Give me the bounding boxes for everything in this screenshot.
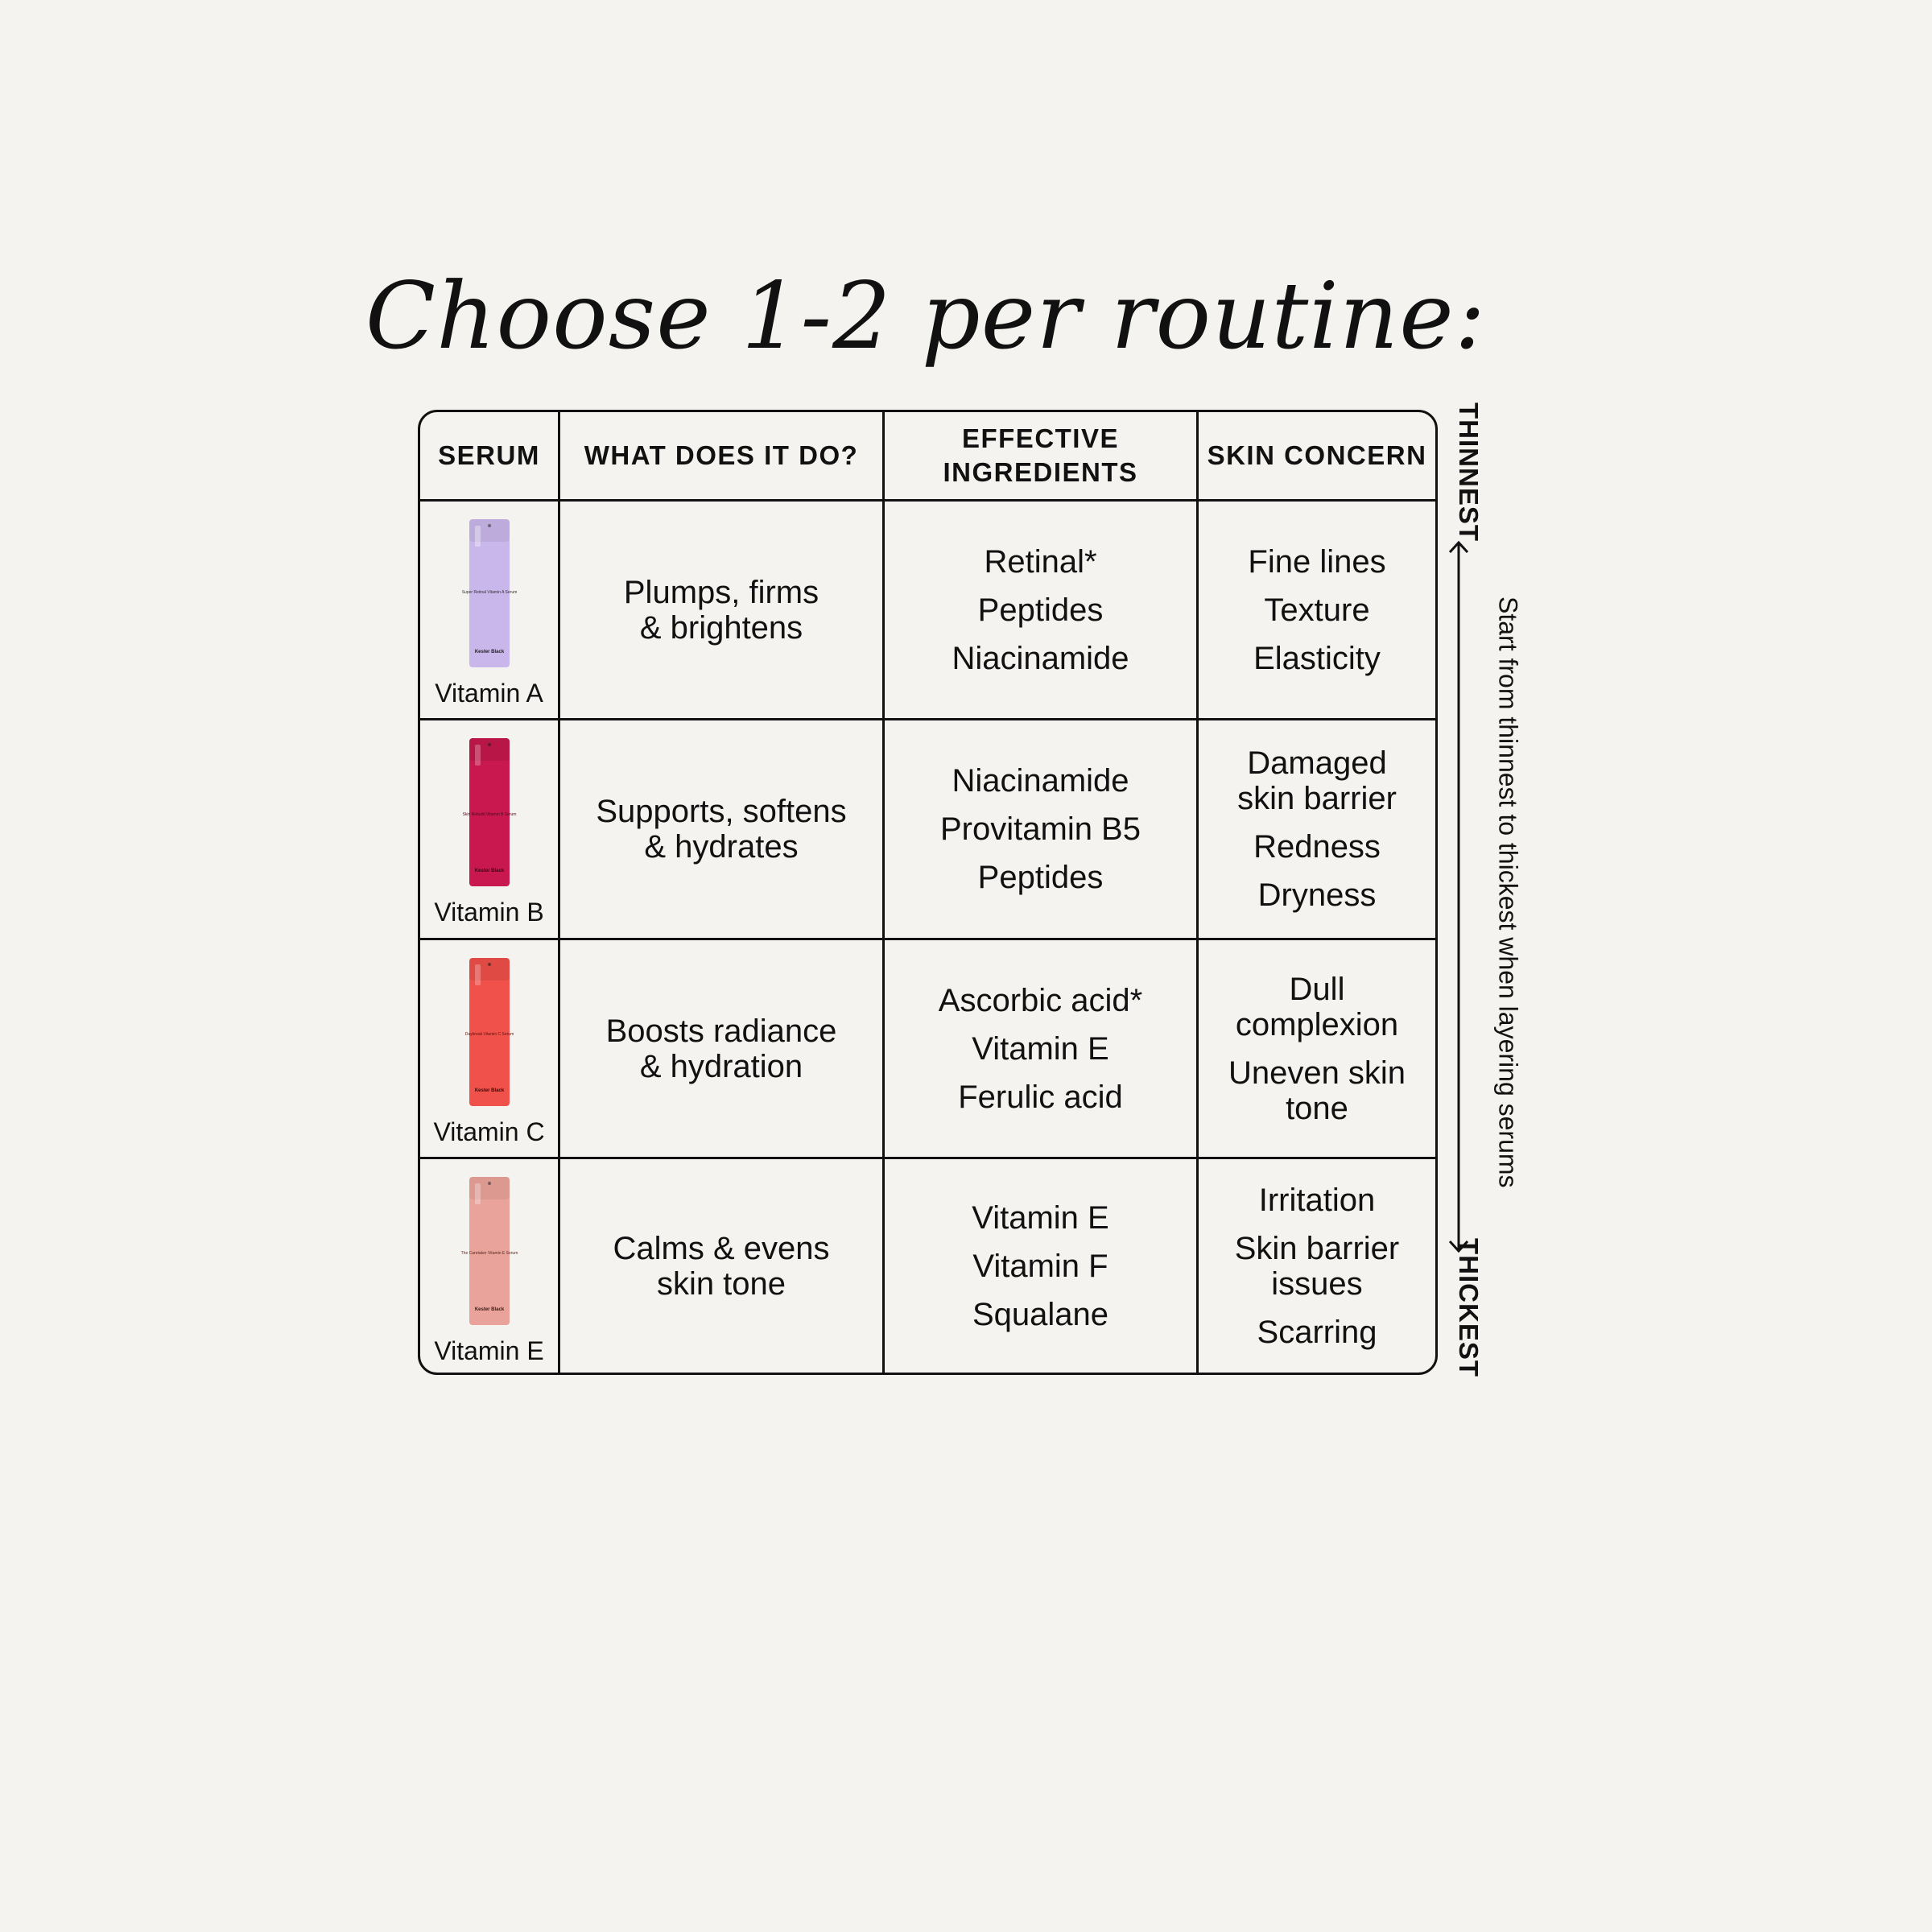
thickest-label: THICKEST	[1454, 1238, 1484, 1377]
ingredient-item: Squalane	[972, 1296, 1109, 1332]
bottle-highlight	[475, 1183, 481, 1204]
concern-item: Elasticity	[1253, 640, 1381, 676]
serum-name: Vitamin C	[433, 1117, 545, 1146]
header-ingredients-line1: EFFECTIVE	[961, 423, 1120, 453]
bottle-brand-text: Kester Black	[474, 869, 504, 873]
serum-table	[418, 410, 1438, 1375]
thinnest-label: THINNEST	[1454, 402, 1484, 542]
concern-item: Redness	[1253, 829, 1381, 865]
what-line: Plumps, firms	[623, 574, 819, 610]
serum-cell-vitamin-b	[420, 720, 560, 940]
bottle-brand-text: Kester Black	[474, 1307, 504, 1312]
what-cell-vitamin-c	[560, 940, 885, 1159]
serum-bottle-image	[464, 958, 514, 1106]
bottle-label-text: Daybreak Vitamin C Serum	[464, 1032, 514, 1037]
what-line: Supports, softens	[596, 794, 847, 829]
what-cell-vitamin-e	[560, 1159, 885, 1373]
header-skin-concern: SKIN CONCERN	[1199, 412, 1435, 502]
ingredient-item: Ferulic acid	[958, 1079, 1123, 1115]
concern-item: Dull complexion	[1235, 971, 1399, 1042]
what-line: & hydration	[639, 1048, 803, 1084]
ingredient-item: Peptides	[977, 592, 1104, 628]
concern-item: Texture	[1264, 592, 1370, 628]
ingredient-item: Vitamin E	[972, 1199, 1109, 1236]
concern-item: Irritation	[1258, 1182, 1376, 1218]
serum-bottle-image	[462, 738, 516, 886]
concern-cell-vitamin-a	[1199, 502, 1435, 720]
concern-cell-vitamin-b	[1199, 720, 1435, 940]
ingredients-cell-vitamin-c	[885, 940, 1199, 1159]
bottle-brand-text: Kester Black	[474, 650, 504, 654]
page-title: Choose 1-2 per routine:	[365, 262, 1487, 369]
serum-bottle-image	[461, 519, 517, 667]
ingredient-item: Retinal*	[984, 543, 1097, 580]
header-what-does-it-do: WHAT DOES IT DO?	[560, 412, 885, 502]
what-line: Calms & evens	[613, 1230, 830, 1266]
layering-guide	[1438, 402, 1526, 1377]
concern-cell-vitamin-c	[1199, 940, 1435, 1159]
serum-bottle-image	[460, 1177, 518, 1325]
serum-name: Vitamin A	[435, 679, 543, 708]
bottle-pump-dot	[488, 743, 491, 746]
ingredient-item: Niacinamide	[952, 763, 1129, 799]
ingredient-item: Vitamin F	[972, 1248, 1108, 1284]
ingredient-item: Ascorbic acid*	[938, 982, 1143, 1018]
ingredients-cell-vitamin-e	[885, 1159, 1199, 1373]
serum-cell-vitamin-a	[420, 502, 560, 720]
concern-item: Scarring	[1257, 1314, 1377, 1350]
what-line: & brightens	[639, 609, 803, 646]
ingredient-item: Provitamin B5	[940, 811, 1141, 847]
bottle-pump-dot	[488, 963, 491, 966]
header-ingredients-line2: INGREDIENTS	[943, 457, 1138, 487]
thin-to-thick-arrow-icon	[1447, 541, 1470, 1254]
concern-item: Skin barrier issues	[1234, 1230, 1400, 1302]
serum-name: Vitamin B	[434, 898, 544, 927]
what-line: & hydrates	[644, 829, 799, 865]
ingredient-item: Vitamin E	[972, 1030, 1109, 1067]
concern-item: Dryness	[1257, 877, 1377, 913]
bottle-highlight	[475, 526, 481, 547]
ingredients-cell-vitamin-a	[885, 502, 1199, 720]
what-cell-vitamin-a	[560, 502, 885, 720]
bottle-brand-text: Kester Black	[474, 1088, 504, 1093]
serum-cell-vitamin-e	[420, 1159, 560, 1373]
what-line: skin tone	[656, 1265, 786, 1302]
header-serum: SERUM	[420, 412, 560, 502]
what-line: Boosts radiance	[605, 1013, 837, 1049]
concern-item: Uneven skin tone	[1228, 1055, 1406, 1126]
bottle-label-text: The Caretaker Vitamin E Serum	[460, 1251, 518, 1256]
concern-item: Fine lines	[1248, 543, 1386, 580]
what-cell-vitamin-b	[560, 720, 885, 940]
bottle-pump-dot	[488, 1182, 491, 1185]
ingredients-cell-vitamin-b	[885, 720, 1199, 940]
ingredient-item: Peptides	[977, 860, 1104, 895]
layering-note: Start from thinnest to thickest when layering serums	[1493, 596, 1523, 1188]
bottle-highlight	[475, 745, 481, 766]
concern-cell-vitamin-e	[1199, 1159, 1435, 1373]
concern-item: Damaged skin barrier	[1237, 745, 1397, 816]
bottle-label-text: Skin Rebuild Vitamin B Serum	[462, 812, 516, 817]
header-effective-ingredients	[885, 412, 1199, 502]
serum-cell-vitamin-c	[420, 940, 560, 1159]
bottle-label-text: Super Retinal Vitamin A Serum	[461, 590, 517, 595]
serum-name: Vitamin E	[434, 1336, 544, 1365]
ingredient-item: Niacinamide	[952, 640, 1129, 676]
bottle-pump-dot	[488, 524, 491, 527]
bottle-highlight	[475, 964, 481, 985]
